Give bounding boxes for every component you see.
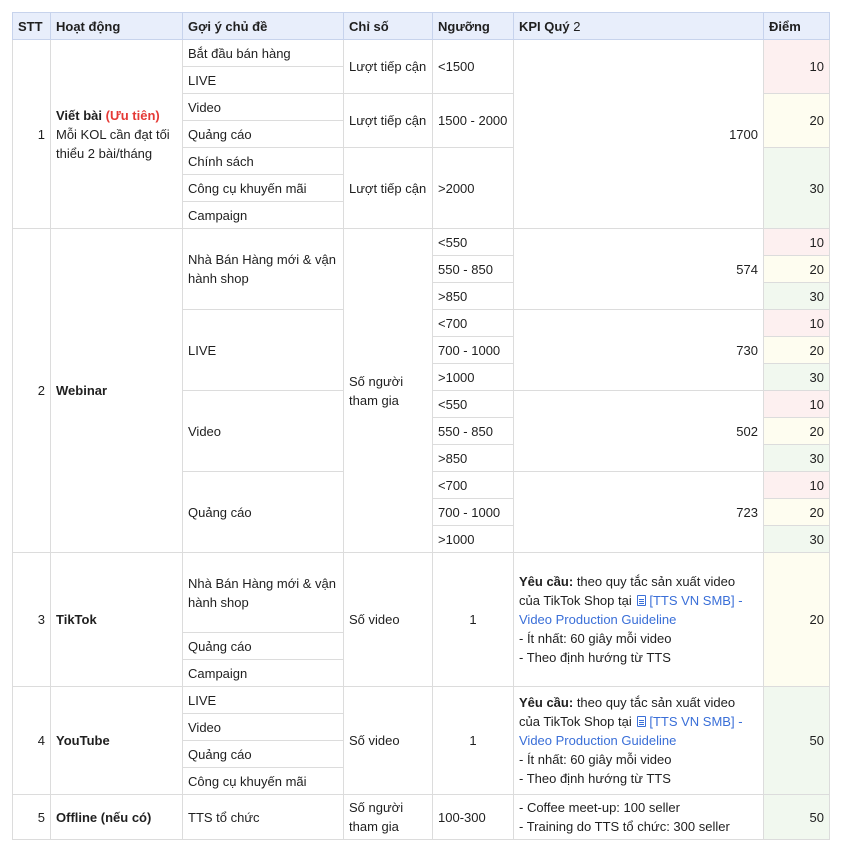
row5-threshold[interactable]: 100-300 bbox=[433, 795, 514, 840]
row2-score-2-2[interactable]: 20 bbox=[764, 337, 830, 364]
row4-topic-4[interactable]: Công cụ khuyến mãi bbox=[183, 768, 344, 795]
row2-threshold-2-3[interactable]: >1000 bbox=[433, 364, 514, 391]
row1-priority: (Ưu tiên) bbox=[105, 107, 160, 123]
table-row bbox=[13, 687, 830, 714]
row1-metric-1[interactable]: Lượt tiếp cận bbox=[344, 40, 433, 94]
row5-detail[interactable] bbox=[514, 795, 764, 840]
header-kpi[interactable] bbox=[514, 13, 764, 40]
row3-req-label: Yêu cầu: bbox=[519, 574, 574, 589]
kpi-table bbox=[12, 12, 830, 840]
row4-topic-2[interactable]: Video bbox=[183, 714, 344, 741]
row4-guideline-link[interactable]: [TTS VN SMB] - Video Production Guideline bbox=[519, 714, 743, 748]
row1-topic-6[interactable]: Công cụ khuyến mãi bbox=[183, 175, 344, 202]
row4-req-label: Yêu cầu: bbox=[519, 695, 574, 710]
row1-title: Viết bài bbox=[56, 107, 103, 123]
row5-topic[interactable]: TTS tổ chức bbox=[183, 795, 344, 840]
row2-threshold-4-3[interactable]: >1000 bbox=[433, 526, 514, 553]
row2-topic-1[interactable]: Nhà Bán Hàng mới & vận hành shop bbox=[183, 229, 344, 310]
row5-metric[interactable]: Số người tham gia bbox=[344, 795, 433, 840]
row5-bullet-2: - Training do TTS tổ chức: 300 seller bbox=[519, 819, 730, 834]
table-row bbox=[13, 795, 830, 840]
row2-threshold-3-3[interactable]: >850 bbox=[433, 445, 514, 472]
row1-score-3[interactable]: 30 bbox=[764, 148, 830, 229]
row2-threshold-1-1[interactable]: <550 bbox=[433, 229, 514, 256]
table-row bbox=[13, 229, 830, 256]
row3-bullet-1: - Ít nhất: 60 giây mỗi video bbox=[519, 631, 672, 646]
row1-topic-4[interactable]: Quảng cáo bbox=[183, 121, 344, 148]
row2-score-3-1[interactable]: 10 bbox=[764, 391, 830, 418]
row3-guideline-link[interactable]: [TTS VN SMB] - Video Production Guideline bbox=[519, 593, 743, 627]
row2-score-3-3[interactable]: 30 bbox=[764, 445, 830, 472]
row2-threshold-1-3[interactable]: >850 bbox=[433, 283, 514, 310]
header-score[interactable]: Điểm bbox=[764, 13, 830, 40]
header-row bbox=[13, 13, 830, 40]
row1-metric-3[interactable]: Lượt tiếp cận bbox=[344, 148, 433, 229]
row2-kpi-1[interactable]: 574 bbox=[514, 229, 764, 310]
row1-kpi[interactable]: 1700 bbox=[514, 40, 764, 229]
header-metric[interactable]: Chỉ số bbox=[344, 13, 433, 40]
row2-score-1-1[interactable]: 10 bbox=[764, 229, 830, 256]
row1-activity[interactable] bbox=[51, 40, 183, 229]
row4-activity[interactable]: YouTube bbox=[51, 687, 183, 795]
row2-threshold-4-2[interactable]: 700 - 1000 bbox=[433, 499, 514, 526]
row2-threshold-2-2[interactable]: 700 - 1000 bbox=[433, 337, 514, 364]
row2-score-4-2[interactable]: 20 bbox=[764, 499, 830, 526]
header-kpi-label: KPI Quý bbox=[519, 18, 570, 34]
row3-topic-1[interactable]: Nhà Bán Hàng mới & vận hành shop bbox=[183, 553, 344, 633]
row1-desc: Mỗi KOL cần đạt tối thiểu 2 bài/tháng bbox=[56, 126, 170, 161]
row2-score-3-2[interactable]: 20 bbox=[764, 418, 830, 445]
row3-metric[interactable]: Số video bbox=[344, 553, 433, 687]
row2-threshold-2-1[interactable]: <700 bbox=[433, 310, 514, 337]
row2-kpi-4[interactable]: 723 bbox=[514, 472, 764, 553]
header-stt[interactable]: STT bbox=[13, 13, 51, 40]
document-icon bbox=[637, 595, 646, 606]
row3-topic-2[interactable]: Quảng cáo bbox=[183, 633, 344, 660]
row1-threshold-1[interactable]: <1500 bbox=[433, 40, 514, 94]
header-activity[interactable]: Hoạt động bbox=[51, 13, 183, 40]
row1-stt[interactable]: 1 bbox=[13, 40, 51, 229]
row2-kpi-2[interactable]: 730 bbox=[514, 310, 764, 391]
row1-metric-2[interactable]: Lượt tiếp cận bbox=[344, 94, 433, 148]
row2-topic-4[interactable]: Quảng cáo bbox=[183, 472, 344, 553]
header-threshold[interactable]: Ngưỡng bbox=[433, 13, 514, 40]
document-icon bbox=[637, 716, 646, 727]
row4-score[interactable]: 50 bbox=[764, 687, 830, 795]
row1-topic-3[interactable]: Video bbox=[183, 94, 344, 121]
row3-activity[interactable]: TikTok bbox=[51, 553, 183, 687]
row1-threshold-2[interactable]: 1500 - 2000 bbox=[433, 94, 514, 148]
row2-kpi-3[interactable]: 502 bbox=[514, 391, 764, 472]
row4-bullet-1: - Ít nhất: 60 giây mỗi video bbox=[519, 752, 672, 767]
header-kpi-quarter: 2 bbox=[573, 18, 581, 34]
row5-score[interactable]: 50 bbox=[764, 795, 830, 840]
row2-score-2-1[interactable]: 10 bbox=[764, 310, 830, 337]
row5-stt[interactable]: 5 bbox=[13, 795, 51, 840]
row2-threshold-3-1[interactable]: <550 bbox=[433, 391, 514, 418]
row2-metric[interactable]: Số người tham gia bbox=[344, 229, 433, 553]
row1-threshold-3[interactable]: >2000 bbox=[433, 148, 514, 229]
row2-topic-2[interactable]: LIVE bbox=[183, 310, 344, 391]
row2-topic-3[interactable]: Video bbox=[183, 391, 344, 472]
row2-threshold-1-2[interactable]: 550 - 850 bbox=[433, 256, 514, 283]
row4-topic-1[interactable]: LIVE bbox=[183, 687, 344, 714]
row5-activity[interactable]: Offline (nếu có) bbox=[51, 795, 183, 840]
row1-topic-7[interactable]: Campaign bbox=[183, 202, 344, 229]
row3-threshold[interactable]: 1 bbox=[433, 553, 514, 687]
row4-metric[interactable]: Số video bbox=[344, 687, 433, 795]
row4-req-text: theo quy tắc sản xuất video của TikTok Shop tại bbox=[519, 695, 736, 729]
row2-score-2-3[interactable]: 30 bbox=[764, 364, 830, 391]
row3-requirement[interactable] bbox=[514, 553, 764, 687]
row1-score-2[interactable]: 20 bbox=[764, 94, 830, 148]
row2-stt[interactable]: 2 bbox=[13, 229, 51, 553]
table-row bbox=[13, 40, 830, 67]
row3-bullet-2: - Theo định hướng từ TTS bbox=[519, 650, 671, 665]
row5-bullet-1: - Coffee meet-up: 100 seller bbox=[519, 800, 680, 815]
row2-score-4-1[interactable]: 10 bbox=[764, 472, 830, 499]
row1-topic-1[interactable]: Bắt đầu bán hàng bbox=[183, 40, 344, 67]
table-row bbox=[13, 553, 830, 633]
row4-stt[interactable]: 4 bbox=[13, 687, 51, 795]
row4-threshold[interactable]: 1 bbox=[433, 687, 514, 795]
row2-score-4-3[interactable]: 30 bbox=[764, 526, 830, 553]
row1-score-1[interactable]: 10 bbox=[764, 40, 830, 94]
row2-score-1-2[interactable]: 20 bbox=[764, 256, 830, 283]
row2-threshold-3-2[interactable]: 550 - 850 bbox=[433, 418, 514, 445]
row3-req-text: theo quy tắc sản xuất video của TikTok Shop tại bbox=[519, 574, 736, 608]
row1-topic-5[interactable]: Chính sách bbox=[183, 148, 344, 175]
row3-score[interactable]: 20 bbox=[764, 553, 830, 687]
row3-topic-3[interactable]: Campaign bbox=[183, 660, 344, 687]
row3-stt[interactable]: 3 bbox=[13, 553, 51, 687]
row2-threshold-4-1[interactable]: <700 bbox=[433, 472, 514, 499]
row1-topic-2[interactable]: LIVE bbox=[183, 67, 344, 94]
row4-topic-3[interactable]: Quảng cáo bbox=[183, 741, 344, 768]
row2-activity[interactable]: Webinar bbox=[51, 229, 183, 553]
header-topic[interactable]: Gợi ý chủ đề bbox=[183, 13, 344, 40]
row2-score-1-3[interactable]: 30 bbox=[764, 283, 830, 310]
row4-requirement[interactable] bbox=[514, 687, 764, 795]
row4-bullet-2: - Theo định hướng từ TTS bbox=[519, 771, 671, 786]
